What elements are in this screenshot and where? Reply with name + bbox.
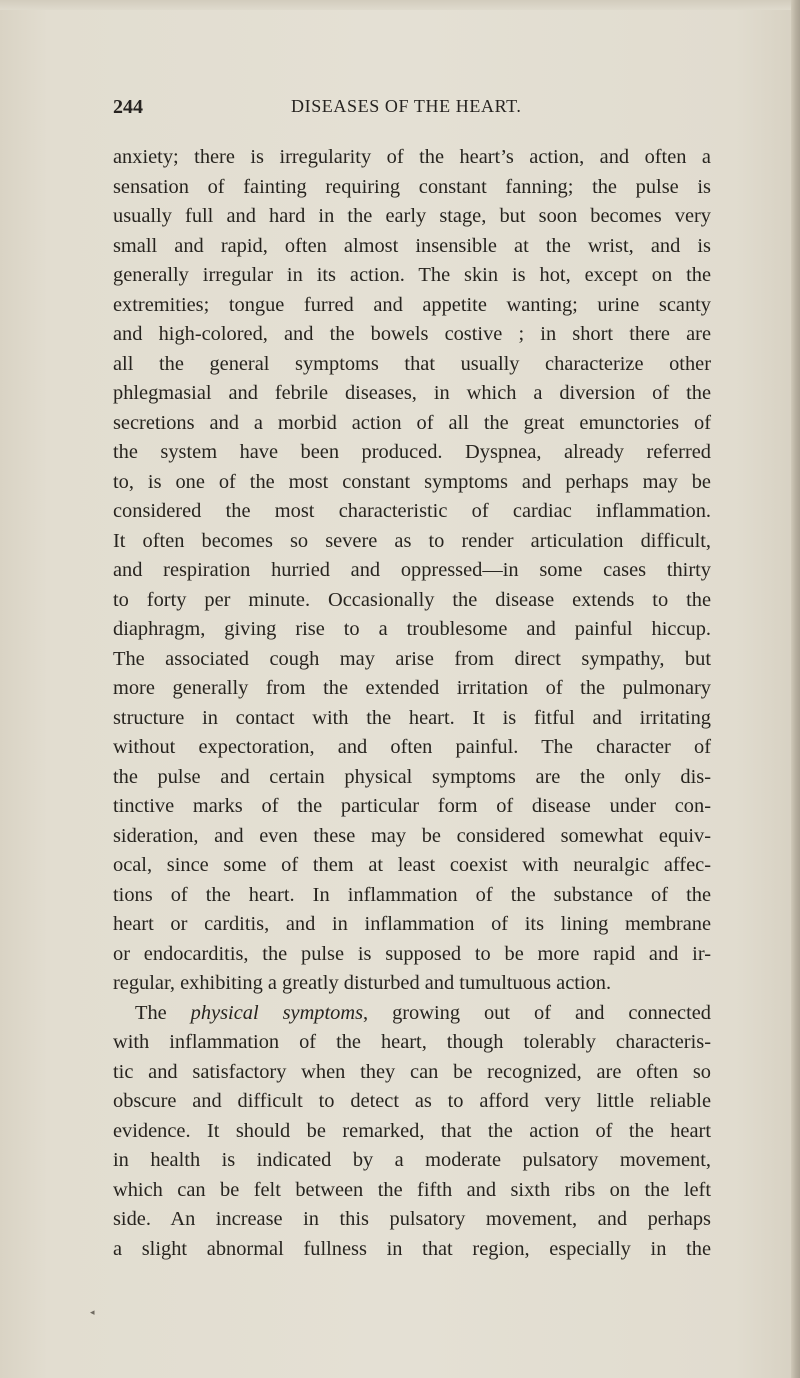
paragraph-lead-word: The xyxy=(135,1001,167,1024)
text-line: phlegmasial and febrile diseases, in which a diversion of the xyxy=(113,382,711,404)
text-line: diaphragm, giving rise to a troublesome and painful hiccup. xyxy=(113,618,711,640)
text-line: obscure and difficult to detect as to afford very little reliable xyxy=(113,1090,711,1112)
text-line: considered the most characteristic of cardiac inflammation. xyxy=(113,500,711,522)
running-header xyxy=(113,96,653,126)
text-line: in health is indicated by a moderate pulsatory movement, xyxy=(113,1149,711,1171)
page-top-edge xyxy=(0,0,800,10)
text-line: structure in contact with the heart. It is fitful and irritating xyxy=(113,706,711,729)
text-line: secretions and a morbid action of all the great emunctories of xyxy=(113,411,711,434)
text-line: or endocarditis, the pulse is supposed to be more rapid and ir- xyxy=(113,942,711,965)
page-right-edge xyxy=(791,0,800,1378)
text-line: all the general symptoms that usually characterize other xyxy=(113,352,711,375)
text-line: a slight abnormal fullness in that region, especially in the xyxy=(113,1237,711,1260)
text-line: without expectoration, and often painful. The character of xyxy=(113,736,711,758)
text-line: sensation of fainting requiring constant fanning; the pulse is xyxy=(113,175,711,198)
italic-phrase: physical symptoms xyxy=(190,1001,364,1024)
text-line: evidence. It should be remarked, that the action of the heart xyxy=(113,1119,711,1142)
text-line: and respiration hurried and oppressed—in some cases thirty xyxy=(113,559,711,581)
text-line: heart or carditis, and in inflammation of its lining membrane xyxy=(113,913,711,935)
text-line: The associated cough may arise from direct sympathy, but xyxy=(113,647,711,670)
text-line: more generally from the extended irritation of the pulmonary xyxy=(113,677,711,699)
text-line: tinctive marks of the particular form of disease under con- xyxy=(113,795,711,817)
text-line: side. An increase in this pulsatory movement, and perhaps xyxy=(113,1208,711,1230)
text-line: the pulse and certain physical symptoms are the only dis- xyxy=(113,765,711,788)
running-title: DISEASES OF THE HEART. xyxy=(291,96,522,116)
text-line: regular, exhibiting a greatly disturbed and tumultuous action. xyxy=(113,972,612,994)
text-line: the system have been produced. Dyspnea, already referred xyxy=(113,441,711,463)
page-number: 244 xyxy=(113,96,143,118)
body-text xyxy=(113,143,711,1264)
text-line: with inflammation of the heart, though tolerably characteris- xyxy=(113,1031,711,1053)
text-line: usually full and hard in the early stage, but soon becomes very xyxy=(113,205,711,227)
text-line: extremities; tongue furred and appetite wanting; urine scanty xyxy=(113,293,711,316)
text-line: and high-colored, and the bowels costive ; in short there are xyxy=(113,323,711,345)
text-line: tions of the heart. In inflammation of the substance of the xyxy=(113,883,711,906)
text-line: to, is one of the most constant symptoms and perhaps may be xyxy=(113,470,711,493)
text-line: sideration, and even these may be considered somewhat equiv- xyxy=(113,824,711,847)
text-line: It often becomes so severe as to render articulation difficult, xyxy=(113,529,711,552)
text-line: generally irregular in its action. The skin is hot, except on the xyxy=(113,264,711,286)
text-line: which can be felt between the fifth and sixth ribs on the left xyxy=(113,1178,711,1201)
margin-mark: ◂ xyxy=(90,1308,95,1318)
text-line: ocal, since some of them at least coexist with neuralgic affec- xyxy=(113,854,711,876)
text-line: tic and satisfactory when they can be recognized, are often so xyxy=(113,1060,711,1083)
text-line: to forty per minute. Occasionally the disease extends to the xyxy=(113,588,711,611)
paragraph-start-line xyxy=(113,999,711,1029)
text-line: anxiety; there is irregularity of the heart’s action, and often a xyxy=(113,146,711,168)
paragraph-line-rest: , growing out of and connected xyxy=(363,1001,711,1024)
text-line: small and rapid, often almost insensible at the wrist, and is xyxy=(113,234,711,257)
